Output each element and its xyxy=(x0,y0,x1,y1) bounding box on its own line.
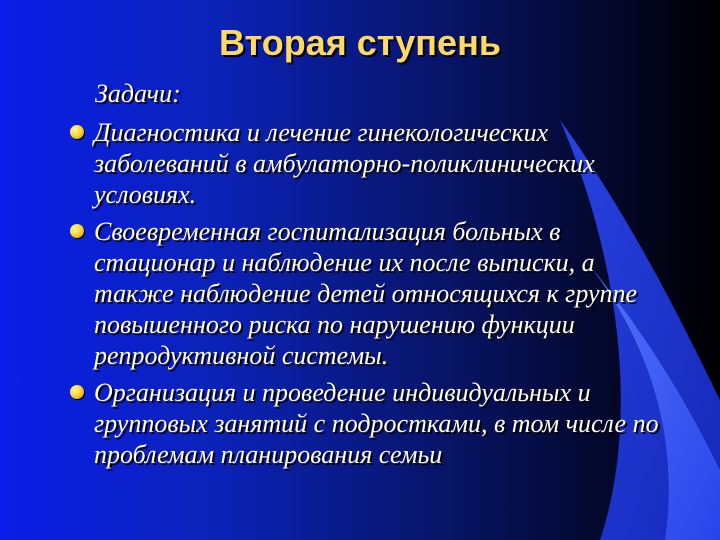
list-item xyxy=(70,216,670,371)
list-item-text: Своевременная госпитализация больных в стационар и наблюдение их после выписки, а также наблюдение детей относящихся к группе повышенного риска по нарушению функции репродуктивной системы. xyxy=(94,217,638,370)
slide-content xyxy=(70,78,670,476)
list-item xyxy=(70,117,670,210)
bullet-icon xyxy=(70,385,84,399)
list-item xyxy=(70,377,670,470)
slide-title: Вторая ступень xyxy=(219,22,501,63)
list-item-text: Организация и проведение индивидуальных и групповых занятий с подростками, в том числе по проблемам планирования семьи xyxy=(94,378,659,469)
bullet-icon xyxy=(70,125,84,139)
list-item-text: Диагностика и лечение гинекологических заболеваний в амбулаторно-поликлинических условиях. xyxy=(94,118,595,209)
tasks-heading: Задачи: xyxy=(95,79,181,108)
bullet-icon xyxy=(70,224,84,238)
